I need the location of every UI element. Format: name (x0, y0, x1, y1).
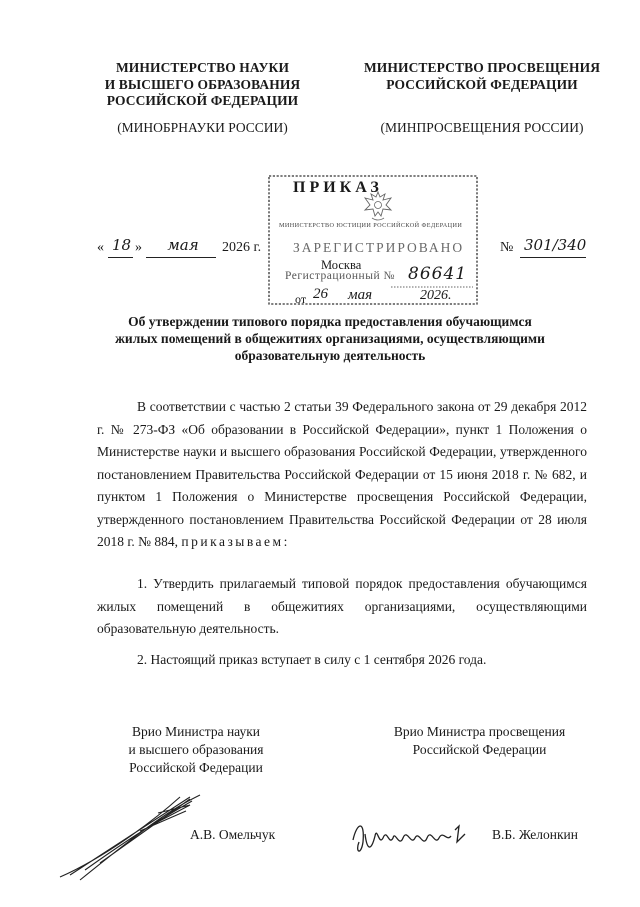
stamp-regno-value: 86641 (408, 264, 468, 284)
order-title (70, 313, 590, 364)
header-left-ministry (95, 60, 310, 110)
stamp-title: ПРИКАЗ (293, 179, 383, 196)
signature-right (345, 812, 475, 862)
header-right-line: МИНИСТЕРСТВО ПРОСВЕЩЕНИЯ (363, 60, 601, 75)
signatory-right-position (372, 723, 587, 759)
stamp-registered: ЗАРЕГИСТРИРОВАНО (293, 240, 465, 255)
body-paragraph-1 (97, 396, 587, 554)
title-line: Об утверждении типового порядка предоставления обучающимся (128, 314, 532, 329)
order-month: мая (167, 236, 199, 254)
signatory-left-position (96, 723, 296, 777)
day-underline (108, 257, 133, 258)
stamp-regno-label: Регистрационный № (285, 270, 395, 282)
order-number: 301/340 (524, 236, 587, 254)
signatory-right-name: В.Б. Желонкин (492, 827, 579, 842)
stamp-date-month: мая (348, 287, 373, 303)
number-underline (520, 257, 586, 258)
body-paragraph-3: 2. Настоящий приказ вступает в силу с 1 сентября 2026 года. (137, 652, 487, 667)
signatory-left-line: Врио Министра науки (131, 724, 261, 739)
date-quote-close: » (135, 240, 142, 255)
order-day: 18 (112, 236, 132, 254)
title-line: жилых помещений в общежитиях организациями, осуществляющими (115, 331, 545, 346)
stamp-date-day: 26 (313, 286, 328, 302)
month-underline (146, 257, 216, 258)
stamp-city: Москва (321, 258, 362, 272)
body-paragraph-2: 1. Утвердить прилагаемый типовой порядок предоставления обучающимся жилых помещений в общежитиях организациями, осуществляющими образовательную деятельность. (97, 576, 587, 636)
title-line: образовательную деятельность (234, 348, 426, 363)
stamp-ministry: МИНИСТЕРСТВО ЮСТИЦИИ РОССИЙСКОЙ ФЕДЕРАЦИИ (279, 222, 463, 229)
signatory-left-line: и высшего образования (128, 742, 264, 757)
header-right-line: РОССИЙСКОЙ ФЕДЕРАЦИИ (386, 76, 578, 92)
order-verb: приказываем: (181, 534, 290, 549)
header-right-abbr: (МИНПРОСВЕЩЕНИЯ РОССИИ) (380, 120, 584, 135)
signatory-right-line: Врио Министра просвещения (393, 724, 566, 739)
signatory-left-line: Российской Федерации (129, 760, 263, 775)
order-year: 2026 г. (222, 240, 262, 255)
order-number-sign: № (500, 240, 514, 255)
header-left-line: И ВЫСШЕГО ОБРАЗОВАНИЯ (104, 76, 301, 92)
header-left-line: РОССИЙСКОЙ ФЕДЕРАЦИИ (106, 93, 299, 108)
registration-stamp (263, 170, 483, 310)
signatory-left-name: А.В. Омельчук (190, 827, 276, 842)
header-right-ministry (352, 60, 612, 93)
header-left-abbr: (МИНОБРНАУКИ РОССИИ) (117, 120, 288, 135)
stamp-from-label: от (295, 292, 307, 306)
stamp-date-year: 2026. (420, 288, 452, 303)
date-quote-open: « (97, 240, 104, 255)
para1-text: В соответствии с частью 2 статьи 39 Федерального закона от 29 декабря 2012 г. № 273-ФЗ «Об образовании в Российской Федерации», пункт 1 Положения о Министерстве науки и высшего образования Российской Федерации, утвержденного постановлением Правительства Российской Федерации от 15 июня 2018 г. № 682, и пунктом 1 Положения о Министерстве просвещения Российской Федерации, утвержденного постановлением Правительства Российской Федерации от 28 июля 2018 г. № 884, (97, 399, 587, 549)
eagle-emblem-icon (361, 188, 395, 224)
header-left-line: МИНИСТЕРСТВО НАУКИ (115, 60, 290, 75)
signatory-right-line: Российской Федерации (412, 742, 547, 757)
